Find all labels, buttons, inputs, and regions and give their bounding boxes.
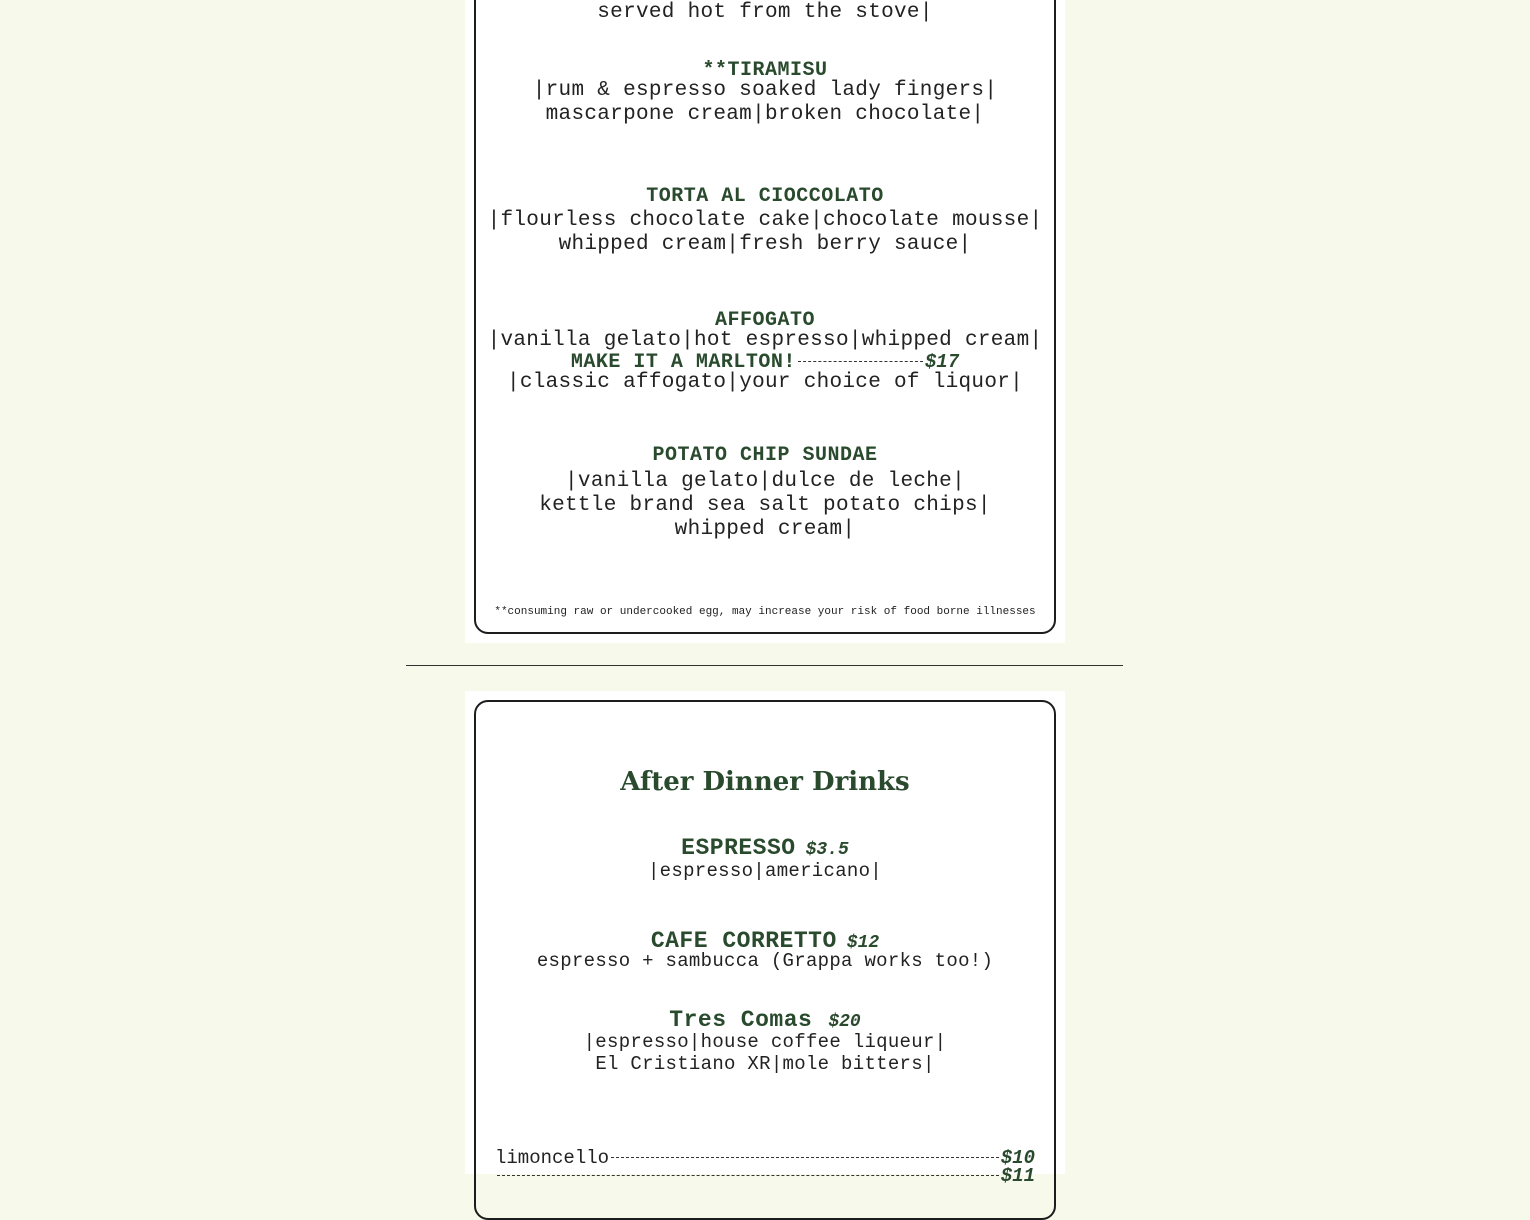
torta-desc-line-1: |flourless chocolate cake|chocolate mousse| <box>487 209 1043 232</box>
affogato-title: AFFOGATO <box>714 309 815 332</box>
partial-description-line: served hot from the stove| <box>597 1 933 24</box>
dotted-leader <box>497 1175 999 1176</box>
sundae-desc-line-1: |vanilla gelato|dulce de leche| <box>565 470 965 493</box>
corretto-price: $12 <box>846 933 880 953</box>
tiramisu-desc-line-1: |rum & espresso soaked lady fingers| <box>532 79 998 102</box>
egg-disclaimer: **consuming raw or undercooked egg, may increase your risk of food borne illnesses <box>494 606 1036 618</box>
tres-comas-desc-line-2: El Cristiano XR|mole bitters| <box>595 1053 935 1075</box>
tres-comas-desc-line-1: |espresso|house coffee liqueur| <box>583 1031 947 1053</box>
marlton-upgrade-desc: |classic affogato|your choice of liquor| <box>506 371 1024 394</box>
espresso-desc: |espresso|americano| <box>647 860 883 882</box>
tres-comas-heading <box>465 1007 1065 1033</box>
page-divider <box>406 665 1123 666</box>
tres-comas-title: Tres Comas <box>669 1007 813 1033</box>
drinks-menu-card <box>465 691 1065 1187</box>
drinks-section-title: After Dinner Drinks <box>620 767 910 797</box>
corretto-title: CAFE CORRETTO <box>650 928 837 954</box>
tiramisu-desc-line-2: mascarpone cream|broken chocolate| <box>545 103 985 126</box>
affogato-desc: |vanilla gelato|hot espresso|whipped cream| <box>487 329 1043 352</box>
drink-list-label: limoncello <box>495 1147 610 1169</box>
tiramisu-title: **TIRAMISU <box>702 59 828 82</box>
tres-comas-price: $20 <box>828 1012 861 1032</box>
torta-title: TORTA AL CIOCCOLATO <box>646 185 884 208</box>
torta-desc-line-2: whipped cream|fresh berry sauce| <box>558 233 972 256</box>
list-item <box>495 1165 1035 1187</box>
espresso-price: $3.5 <box>805 840 849 860</box>
dotted-leader <box>611 1157 999 1158</box>
espresso-title: ESPRESSO <box>681 835 796 861</box>
drink-list-price: $10 <box>1000 1147 1035 1169</box>
marlton-upgrade-price: $17 <box>924 351 960 373</box>
sundae-desc-line-3: whipped cream| <box>674 518 856 541</box>
drink-list-price: $11 <box>1000 1165 1035 1187</box>
marlton-upgrade-label: MAKE IT A MARLTON! <box>570 351 796 374</box>
dessert-menu-card <box>465 0 1065 643</box>
sundae-desc-line-2: kettle brand sea salt potato chips| <box>539 494 991 517</box>
espresso-heading <box>465 835 1065 861</box>
sundae-title: POTATO CHIP SUNDAE <box>652 444 878 467</box>
dotted-leader <box>798 361 923 362</box>
corretto-desc: espresso + sambucca (Grappa works too!) <box>536 950 994 972</box>
